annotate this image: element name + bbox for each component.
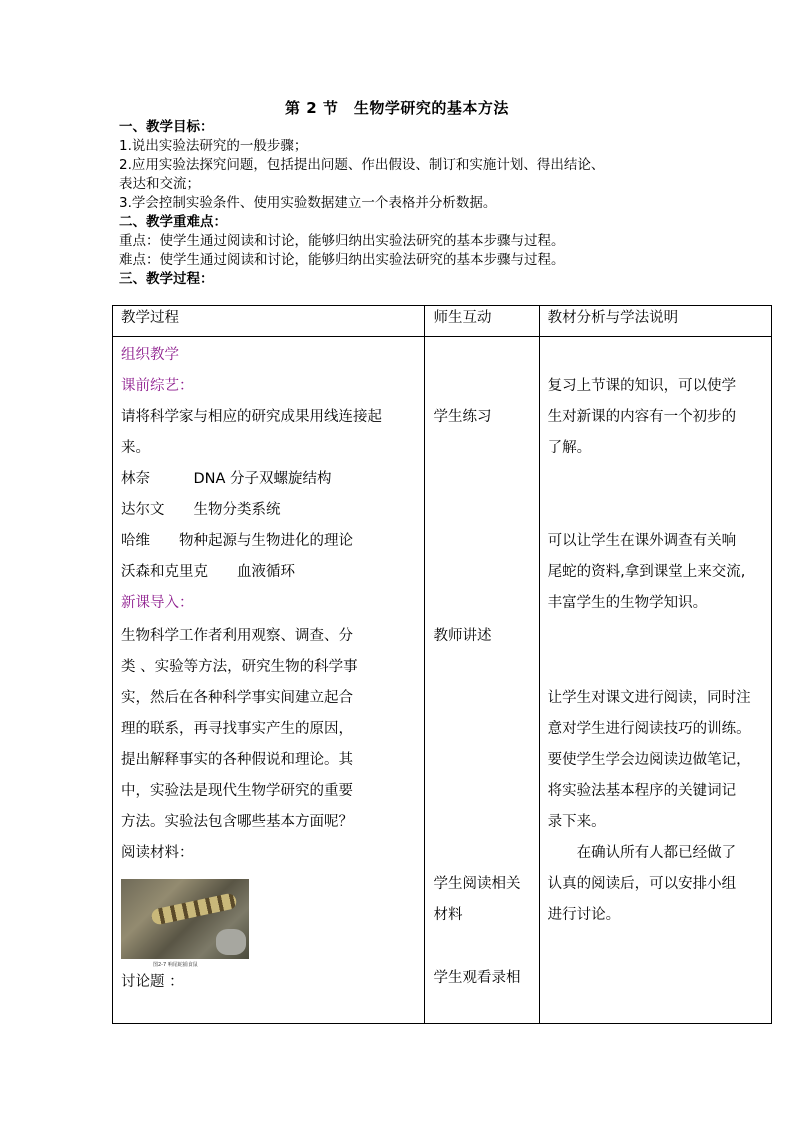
intro-line: 方法。实验法包含哪些基本方面呢？ [121,814,353,830]
analysis-line: 可以让学生在课外调查有关响 [547,533,737,549]
task-line: 请将科学家与相应的研究成果用线连接起 [121,409,382,425]
analysis-line: 让学生对课文进行阅读，同时注 [547,690,751,706]
key-points-heading: 二、教学重难点： [119,214,227,230]
analysis-line: 了解。 [547,440,592,456]
analysis-line: 录下来。 [547,814,606,830]
pair-item: 林奈 DNA 分子双螺旋结构 [121,471,332,487]
intro-line: 类 、实验等方法，研究生物的科学事 [121,659,358,675]
objective-item: 3.学会控制实验条件、使用实验数据建立一个表格并分析数据。 [119,195,497,211]
interaction-reading: 学生阅读相关 [433,876,521,892]
interaction-lecture: 教师讲述 [433,628,492,644]
analysis-line: 生对新课的内容有一个初步的 [547,409,737,425]
pair-item: 达尔文 生物分类系统 [121,502,281,518]
reading-label: 阅读材料： [121,845,194,861]
intro-line: 提出解释事实的各种假说和理论。其 [121,752,353,768]
analysis-line: 认真的阅读后，可以安排小组 [547,876,737,892]
header-analysis: 教材分析与学法说明 [547,310,679,326]
intro-label: 新课导入： [121,595,194,611]
intro-line: 实，然后在各种科学事实间建立起合 [121,690,353,706]
process-cell [113,337,425,1024]
analysis-line: 在确认所有人都已经做了 [547,845,737,861]
analysis-line: 丰富学生的生物学知识。 [547,595,708,611]
header-process: 教学过程 [121,310,179,326]
pair-item: 沃森和克里克 血液循环 [121,564,295,580]
objective-item: 表达和交流； [119,176,200,192]
intro-line: 中，实验法是现代生物学研究的重要 [121,783,353,799]
analysis-line: 将实验法基本程序的关键词记 [547,783,737,799]
intro-line: 生物科学工作者利用观察、调查、分 [121,628,353,644]
header-cell [113,306,425,337]
header-cell [539,306,771,337]
task-line: 来。 [121,440,150,456]
objective-item: 2.应用实验法探究问题，包括提出问题、作出假设、制订和实施计划、得出结论、 [119,157,605,173]
analysis-line: 复习上节课的知识，可以使学 [547,378,737,394]
difficulty-line: 难点：使学生通过阅读和讨论，能够归纳出实验法研究的基本步骤与过程。 [119,252,565,268]
rock-shape [216,929,246,955]
header-cell [425,306,539,337]
analysis-line: 尾蛇的资料,拿到课堂上来交流, [547,564,746,580]
interaction-cell [425,337,539,1024]
lesson-table [112,305,772,1024]
snake-shape [150,892,237,926]
intro-line: 理的联系，再寻找事实产生的原因， [121,721,353,737]
header-section [119,118,699,289]
warmup-label: 课前综艺： [121,378,194,394]
objectives-heading: 一、教学目标： [119,119,214,135]
analysis-line: 意对学生进行阅读技巧的训练。 [547,721,751,737]
page-title: 第 2 节 生物学研究的基本方法 [285,99,509,117]
objective-item: 1.说出实验法研究的一般步骤； [119,138,308,154]
header-interaction: 师生互动 [433,310,492,326]
analysis-line: 要使学生学会边阅读边做笔记， [547,752,751,768]
pair-item: 哈维 物种起源与生物进化的理论 [121,533,353,549]
interaction-reading: 材料 [433,907,463,923]
organize-label: 组织教学 [121,347,179,363]
table-body-row [113,337,772,1024]
interaction-practice: 学生练习 [433,409,492,425]
analysis-cell [539,337,771,1024]
analysis-line: 进行讨论。 [547,907,621,923]
rattlesnake-photo [121,879,249,959]
process-heading: 三、教学过程： [119,271,214,287]
photo-caption: 图2-7 响尾蛇捕食鼠 [153,962,198,968]
focus-line: 重点：使学生通过阅读和讨论，能够归纳出实验法研究的基本步骤与过程。 [119,233,565,249]
interaction-watch: 学生观看录相 [433,970,521,986]
table-header-row [113,306,772,337]
discussion-label: 讨论题 ： [121,974,184,990]
